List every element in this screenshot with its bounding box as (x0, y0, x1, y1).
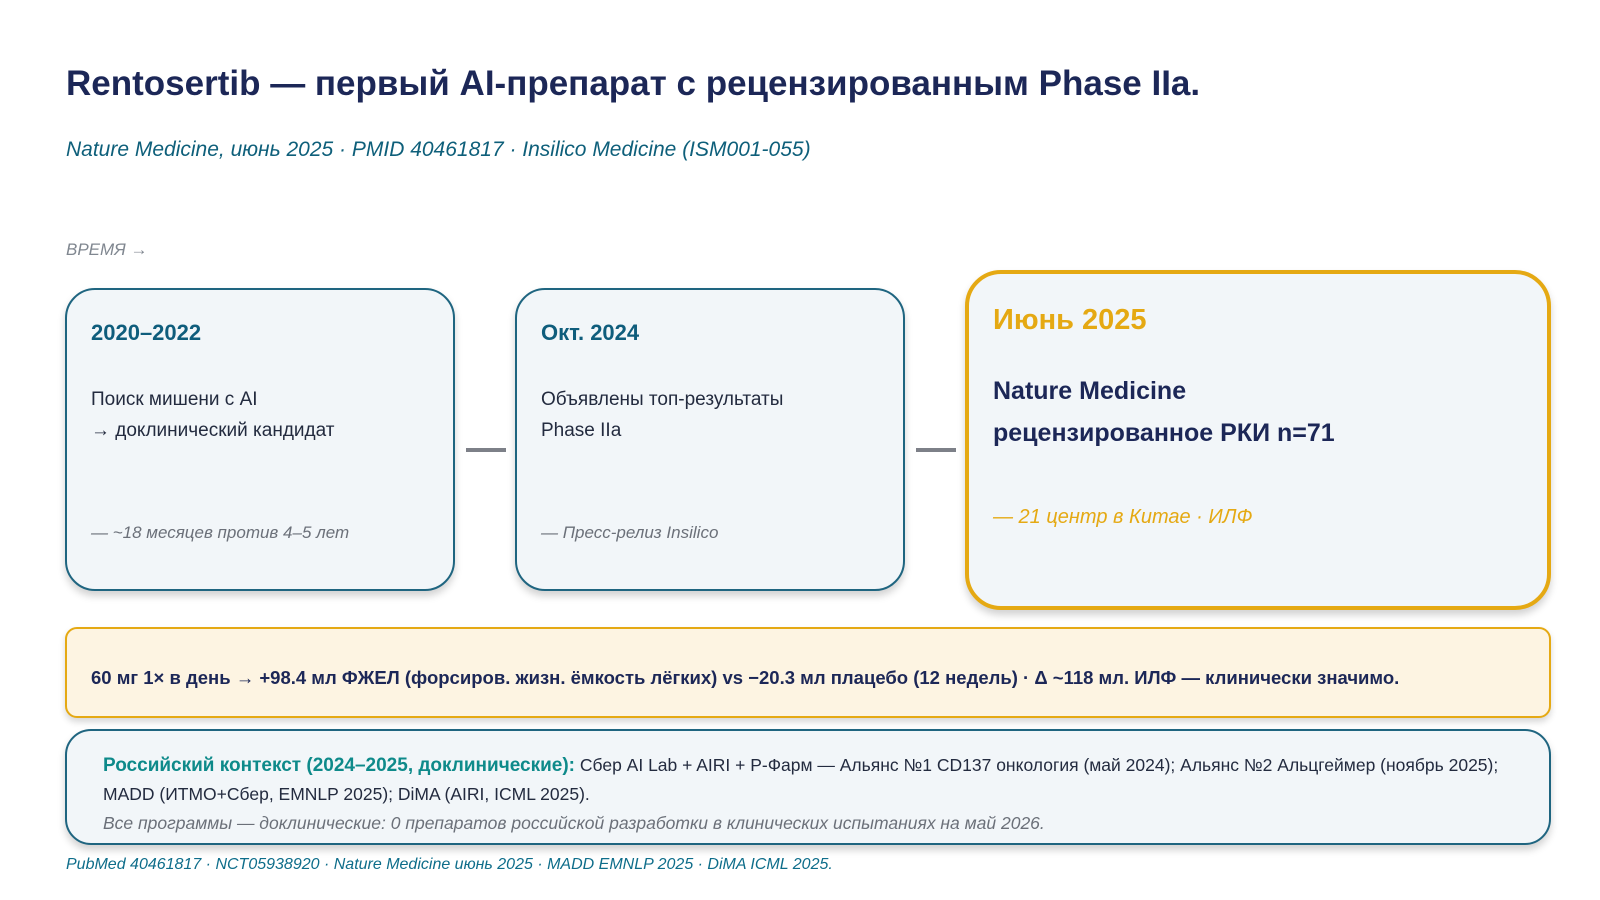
russian-context-box (65, 729, 1551, 845)
card-date: Июнь 2025 (993, 304, 1147, 336)
card-date: 2020–2022 (91, 320, 202, 345)
timeline-connector (466, 448, 506, 452)
results-highlight-box (65, 627, 1551, 718)
context-body: Сбер AI Lab + AIRI + Р-Фарм — Альянс №1 CD137 онкология (май 2024); Альянс №2 Альцгеймер (ноябрь 2025); MADD (ИТМО+Сбер, EMNLP 2025); DiMA (AIRI, ICML 2025). (103, 755, 1499, 804)
card-note: — ~18 месяцев против 4–5 лет (91, 523, 350, 542)
context-heading: Российский контекст (2024–2025, доклинические): (103, 755, 576, 776)
timeline-card-2020-2022 (65, 288, 455, 591)
card-body-line: рецензированное РКИ n=71 (993, 419, 1335, 447)
results-highlight-text: 60 мг 1× в день → +98.4 мл ФЖЕЛ (форсиров. жизн. ёмкость лёгких) vs −20.3 мл плацебо (12 недель) · Δ ~118 мл. ИЛФ — клинически значимо. (91, 667, 1400, 688)
card-body (993, 370, 1335, 454)
context-note: Все программы — доклинические: 0 препаратов российской разработки в клинических испытаниях на май 2026. (103, 813, 1045, 833)
card-note: — Пресс-релиз Insilico (541, 523, 719, 542)
card-body (91, 384, 334, 446)
card-date: Окт. 2024 (541, 320, 640, 345)
timeline-card-june-2025 (965, 270, 1551, 610)
card-body-line: Nature Medicine (993, 377, 1187, 405)
card-body (541, 384, 783, 446)
card-note: — 21 центр в Китае · ИЛФ (993, 506, 1253, 528)
context-main-text (103, 751, 1503, 809)
card-body-line: Поиск мишени с AI (91, 389, 258, 410)
card-body-line: Phase IIa (541, 420, 622, 441)
sources-footer: PubMed 40461817 · NCT05938920 · Nature Medicine июнь 2025 · MADD EMNLP 2025 · DiMA ICML 2025. (66, 856, 833, 873)
timeline-label: ВРЕМЯ → (66, 240, 148, 259)
timeline-card-oct-2024 (515, 288, 905, 591)
page-subtitle: Nature Medicine, июнь 2025 · PMID 40461817 · Insilico Medicine (ISM001-055) (66, 138, 811, 161)
card-body-line: Объявлены топ-результаты (541, 389, 784, 410)
card-body-line: → доклинический кандидат (91, 420, 335, 441)
page-title: Rentosertib — первый AI-препарат с рецензированным Phase IIa. (66, 64, 1201, 103)
timeline-connector (916, 448, 956, 452)
